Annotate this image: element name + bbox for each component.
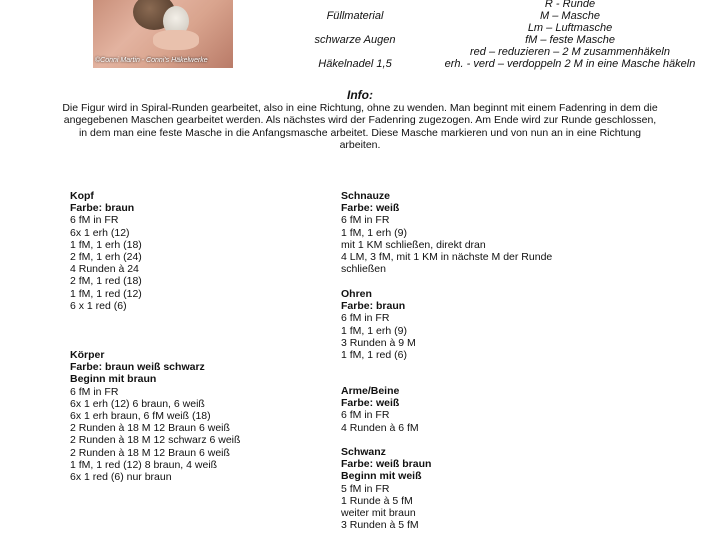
arme-color: Farbe: weiß: [341, 397, 400, 410]
kopf-row: 2 fM, 1 erh (24): [70, 251, 142, 264]
schnauze-color: Farbe: weiß: [341, 202, 400, 215]
kopf-title: Kopf: [70, 190, 94, 202]
abbr-runde: R - Runde: [544, 0, 596, 10]
abbr-masche: M – Masche: [540, 10, 600, 22]
kopf-row: 1 fM, 1 erh (18): [70, 238, 142, 251]
koerper-title: Körper: [70, 349, 105, 361]
schnauze-row: 6 fM in FR: [341, 214, 390, 227]
arme-row: 6 fM in FR: [341, 409, 390, 422]
section-ohren: [341, 288, 416, 361]
schwanz-row: 5 fM in FR: [341, 482, 390, 495]
koerper-row: 6x 1 erh braun, 6 fM weiß (18): [70, 410, 211, 423]
material-hook: Häkelnadel 1,5: [318, 58, 392, 70]
schwanz-row: weiter mit braun: [341, 507, 416, 520]
schwanz-row: 3 Runden à 5 fM: [341, 519, 419, 532]
ohren-row: 6 fM in FR: [341, 312, 390, 325]
koerper-row: 6x 1 red (6) nur braun: [70, 471, 172, 484]
kopf-row: 6 x 1 red (6): [70, 299, 127, 312]
arme-row: 4 Runden à 6 fM: [341, 421, 419, 434]
abbr-verdoppeln: erh. - verd – verdoppeln 2 M in eine Masche häkeln: [444, 58, 696, 70]
koerper-start: Beginn mit braun: [70, 373, 157, 386]
section-schwanz: [341, 446, 431, 531]
schnauze-title: Schnauze: [341, 190, 391, 202]
ohren-row: 1 fM, 1 red (6): [341, 349, 407, 362]
kopf-row: 2 fM, 1 red (18): [70, 275, 142, 288]
section-koerper: [70, 349, 240, 483]
schnauze-row: 4 LM, 3 fM, mit 1 KM in nächste M der Runde: [341, 251, 553, 264]
kopf-row: 6x 1 erh (12): [70, 226, 130, 239]
ohren-color: Farbe: braun: [341, 300, 406, 313]
schwanz-row: 1 Runde à 5 fM: [341, 494, 413, 507]
kopf-color: Farbe: braun: [70, 202, 135, 215]
ohren-row: 1 fM, 1 erh (9): [341, 324, 407, 337]
info-text: Die Figur wird in Spiral-Runden gearbeitet, also in eine Richtung, ohne zu wenden. Man beginnt mit einem Fadenring in dem die angegebenen Maschen gearbeitet werden. Als nächstes wird der Fadenring zugezogen. Am Ende wird zur Runde geschlossen, in dem man eine feste Masche in die Anfangsmasche arbeitet. Diese Masche markieren und von nun an in eine Richtung arbeiten.: [62, 102, 658, 151]
koerper-color: Farbe: braun weiß schwarz: [70, 361, 205, 374]
koerper-row: 1 fM, 1 red (12) 8 braun, 4 weiß: [70, 458, 218, 471]
abbr-feste-masche: fM – feste Masche: [525, 34, 615, 46]
kopf-row: 1 fM, 1 red (12): [70, 287, 142, 300]
photo-hand: [153, 30, 199, 50]
section-kopf: [70, 190, 142, 312]
koerper-row: 2 Runden à 18 M 12 schwarz 6 weiß: [70, 434, 241, 447]
koerper-row: 6 fM in FR: [70, 385, 119, 398]
schnauze-row: mit 1 KM schließen, direkt dran: [341, 238, 486, 251]
kopf-row: 4 Runden à 24: [70, 263, 139, 276]
section-arme-beine: [341, 385, 419, 434]
ohren-title: Ohren: [341, 288, 372, 300]
abbr-reduzieren: red – reduzieren – 2 M zusammenhäkeln: [470, 46, 670, 58]
material-eyes: schwarze Augen: [314, 34, 396, 46]
schwanz-title: Schwanz: [341, 446, 386, 458]
koerper-row: 2 Runden à 18 M 12 Braun 6 weiß: [70, 422, 230, 435]
schnauze-row: schließen: [341, 263, 386, 276]
ohren-row: 3 Runden à 9 M: [341, 336, 416, 349]
kopf-row: 6 fM in FR: [70, 214, 119, 227]
arme-title: Arme/Beine: [341, 385, 400, 397]
section-schnauze: [341, 190, 552, 275]
schwanz-color: Farbe: weiß braun: [341, 458, 432, 471]
abbr-luftmasche: Lm – Luftmasche: [527, 22, 613, 34]
koerper-row: 2 Runden à 18 M 12 Braun 6 weiß: [70, 446, 230, 459]
pattern-photo: [93, 0, 233, 68]
schnauze-row: 1 fM, 1 erh (9): [341, 226, 407, 239]
koerper-row: 6x 1 erh (12) 6 braun, 6 weiß: [70, 397, 205, 410]
schwanz-start: Beginn mit weiß: [341, 470, 422, 483]
photo-caption: ©Conni Martin - Conni's Häkelwerke: [95, 57, 208, 64]
info-heading: Info:: [347, 88, 373, 102]
material-stuffing: Füllmaterial: [326, 10, 384, 22]
